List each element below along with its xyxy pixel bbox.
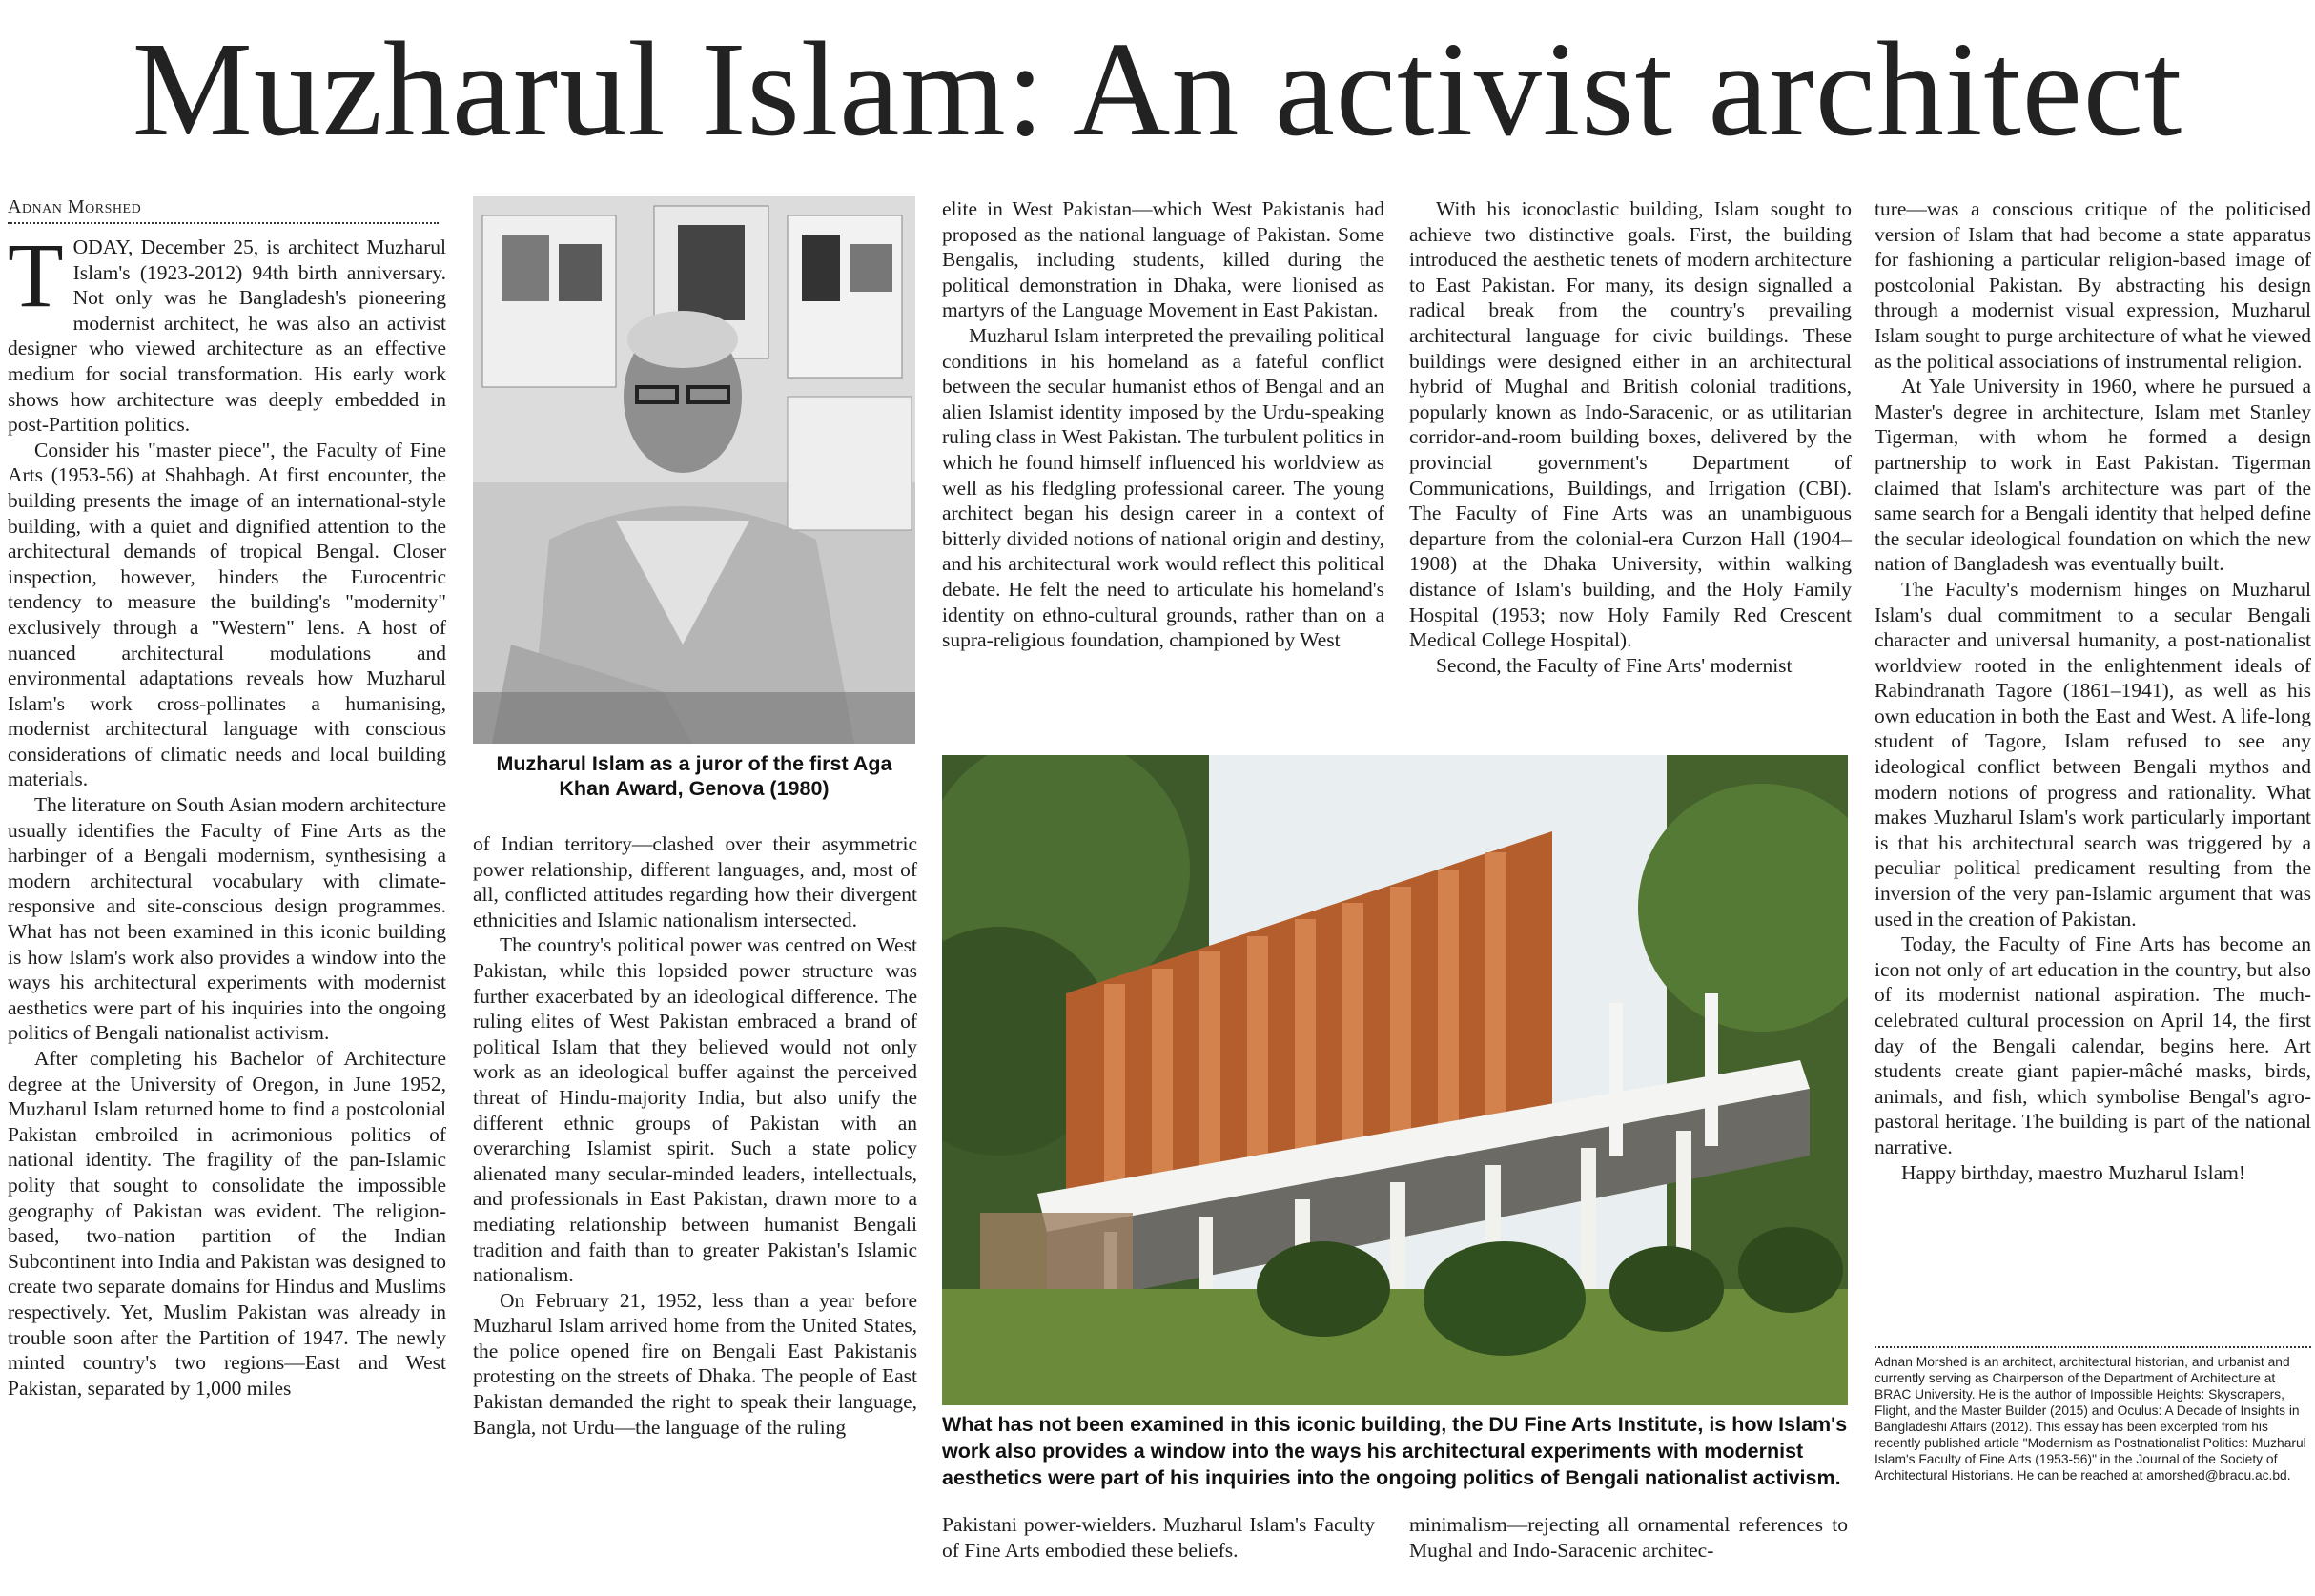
paragraph: On February 21, 1952, less than a year before Muzharul Islam arrived home from the United States, the police opened fire on Bengali East Pakistanis protesting on the streets of Dhaka. The people of East Pakistan demanded the right to speak their language, Bangla, not Urdu—the language of the ruling (473, 1288, 917, 1439)
column-4-continued (1409, 1512, 1848, 1563)
paragraph: The country's political power was centred on West Pakistan, while this lopsided power structure was further exacerbated by an ideological difference. The ruling elites of West Pakistan embraced a brand of political Islam that they believed would not only work as an ideological buffer against the perceived threat of Hindu-majority India, but also unify the different ethnic groups of Pakistan with an overarching Islamist spirit. Such a state policy alienated many secular-minded leaders, intellectuals, and professionals in East Pakistan, drawn more to a mediating relationship between humanist Bengali tradition and faith than to greater Pakistan's Islamic nationalism. (473, 933, 917, 1287)
paragraph: After completing his Bachelor of Architecture degree at the University of Oregon, in June 1952, Muzharul Islam returned home to find a postcolonial Pakistan embroiled in acrimonious politics of national identity. The fragility of the pan-Islamic polity that sought to consolidate the impossible geography of Pakistan was evident. The religion-based, two-nation partition of the Indian Subcontinent into India and Pakistan was designed to create two separate domains for Hindus and Muslims respectively. Yet, Muslim Pakistan was already in trouble soon after the Partition of 1947. The newly minted country's two regions—East and West Pakistan, separated by 1,000 miles (8, 1047, 446, 1400)
paragraph: Today, the Faculty of Fine Arts has become an icon not only of art education in the country, but also of its modernist national aspiration. The much-celebrated cultural procession on April 14, the first day of the Bengali calendar, begins here. Art students create giant papier-mâché masks, birds, animals, and fish, which symbolise Bengal's agro-pastoral heritage. The building is part of the national narrative. (1875, 932, 2311, 1158)
paragraph: Happy birthday, maestro Muzharul Islam! (1901, 1160, 2246, 1184)
headline: Muzharul Islam: An activist architect (132, 13, 2183, 164)
column-1 (8, 224, 446, 1401)
column-5 (1875, 196, 2311, 1185)
drop-cap: T (8, 224, 64, 326)
paragraph: With his iconoclastic building, Islam sought to achieve two distinctive goals. First, the building introduced the aesthetic tenets of modern architecture to East Pakistan. For many, its design signalled a radical break from the country's prevailing architectural language for civic buildings. These buildings were designed either in an architectural hybrid of Mughal and British colonial traditions, popularly known as Indo-Saracenic, or as utilitarian corridor-and-room building boxes, delivered by the provincial government's Department of Communications, Buildings, and Irrigation (CBI). The Faculty of Fine Arts was an unambiguous departure from the colonial-era Curzon Hall (1904–1908) at the Dhaka University, within walking distance of Islam's building, and the Holy Family Hospital (1953; now Holy Family Red Crescent Medical College Hospital). (1409, 197, 1852, 652)
portrait-caption: Muzharul Islam as a juror of the first Aga Khan Award, Genova (1980) (496, 752, 892, 800)
paragraph: Pakistani power-wielders. Muzharul Islam's Faculty of Fine Arts embodied these beliefs. (942, 1513, 1375, 1562)
paragraph: At Yale University in 1960, where he pursued a Master's degree in architecture, Islam met Stanley Tigerman, with whom he formed a design partnership to work in East Pakistan. Tigerman claimed that Islam's architecture was part of the same search for a Bengali identity that helped define the secular ideological foundation on which the new nation of Bangladesh was eventually built. (1875, 375, 2311, 576)
paragraph: ODAY, December 25, is architect Muzharul Islam's (1923-2012) 94th birth anniversary. Not only was he Bangladesh's pioneering modernist architect, he was also an activist designer who viewed architecture as an effective medium for social transformation. His early work shows how architecture was deeply embedded in post-Partition politics. (8, 235, 446, 437)
building-image (942, 755, 1848, 1405)
paragraph: Consider his "master piece", the Faculty of Fine Arts (1953-56) at Shahbagh. At first encounter, the building presents the image of an international-style building, with a quiet and dignified attention to the architectural demands of tropical Bengal. Closer inspection, however, hinders the Eurocentric tendency to measure the building's "modernity" exclusively through a "Western" lens. A host of nuanced architectural modulations and environmental adaptations reveals how Muzharul Islam's work cross-pollinates a humanising, modernist architectural language with conscious considerations of climatic needs and local building materials. (8, 438, 446, 791)
paragraph: ture—was a conscious critique of the politicised version of Islam that had become a state apparatus for fashioning a particular religion-based image of postcolonial Pakistan. By abstracting his design through a modernist visual expression, Muzharul Islam sought to purge architecture of what he viewed as the political associations of instrumental religion. (1875, 197, 2311, 373)
paragraph: The literature on South Asian modern architecture usually identifies the Faculty of Fine Arts as the harbinger of a Bengali modernism, synthesising a modern architectural vocabulary with climate-responsive and site-conscious design programmes. What has not been examined in this iconic building is how Islam's work also provides a window into the ways his architectural experiments with modernist aesthetics were part of his inquiries into the ongoing politics of Bengali nationalist activism. (8, 793, 446, 1045)
building-caption: What has not been examined in this iconic building, the DU Fine Arts Institute, is how Islam's work also provides a window into the ways his architectural experiments with modernist aesthetics were part of his inquiries into the ongoing politics of Bengali nationalist activism. (942, 1413, 1848, 1489)
paragraph: of Indian territory—clashed over their asymmetric power relationship, different languages, and, most of all, conflicted attitudes regarding how their divergent ethnicities and Islamic nationalism intersected. (473, 832, 917, 931)
paragraph: Second, the Faculty of Fine Arts' modernist (1436, 653, 1793, 677)
byline: Adnan Morshed (8, 196, 439, 224)
column-2 (473, 831, 917, 1440)
portrait-photo (473, 196, 915, 744)
column-3 (942, 196, 1384, 653)
paragraph: The Faculty's modernism hinges on Muzharul Islam's dual commitment to a secular Bengali character and universal humanity, a post-nationalist worldview rooted in the enlightenment ideals of Rabindranath Tagore (1861–1941), as well as his own education in both the East and West. A life-long student of Tagore, Islam refused to see any ideological conflict between Bengali mythos and modern notions of progress and rationality. What makes Muzharul Islam's work particularly important is that his architectural search was triggered by a peculiar political predicament resulting from the inversion of the very pan-Islamic argument that was used in the creation of Pakistan. (1875, 577, 2311, 931)
paragraph: elite in West Pakistan—which West Pakistanis had proposed as the national language of Pakistan. Some Bengalis, including students, killed during the political demonstration in Dhaka, were lionised as martyrs of the Language Movement in East Pakistan. (942, 197, 1384, 322)
portrait-image (473, 196, 915, 744)
paragraph: Muzharul Islam interpreted the prevailing political conditions in his homeland as a fateful conflict between the secular humanist ethos of Bengal and an alien Islamist identity imposed by the Urdu-speaking ruling class in West Pakistan. The turbulent politics in which he found himself influenced his worldview as well as his fledgling professional career. The young architect began his design career in a context of bitterly divided notions of national origin and destiny, and his architectural work would reflect this political debate. He felt the need to articulate his homeland's identity on ethno-cultural grounds, rather than on a supra-religious foundation, championed by West (942, 323, 1384, 652)
column-4 (1409, 196, 1852, 678)
author-bio: Adnan Morshed is an architect, architectural historian, and urbanist and currently serving as Chairperson of the Department of Architecture at BRAC University. He is the author of Impossible Heights: Skyscrapers, Flight, and the Master Builder (2015) and Oculus: A Decade of Insights in Bangladeshi Affairs (2012). This essay has been excerpted from his recently published article "Modernism as Postnationalist Politics: Muzharul Islam's Faculty of Fine Arts (1953-56)" in the Journal of the Society of Architectural Historians. He can be reached at amorshed@bracu.ac.bd. (1875, 1346, 2311, 1483)
column-3-continued (942, 1512, 1375, 1563)
building-photo (942, 755, 1848, 1405)
paragraph: minimalism—rejecting all ornamental references to Mughal and Indo-Saracenic architec- (1409, 1513, 1848, 1562)
